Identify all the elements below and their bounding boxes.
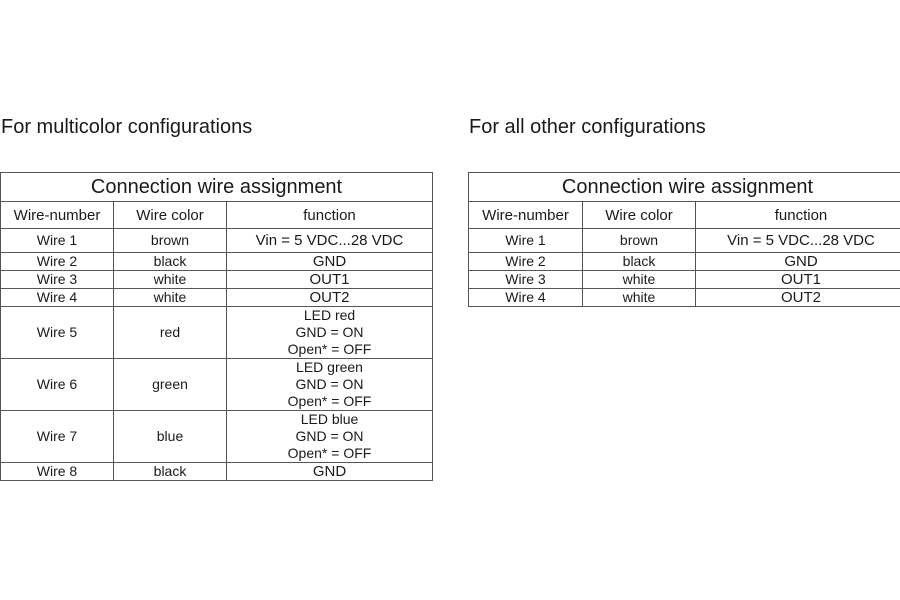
table-title: Connection wire assignment — [1, 173, 433, 202]
wire-number-cell: Wire 7 — [1, 411, 114, 463]
table-row — [1, 463, 433, 481]
function-cell — [227, 411, 433, 463]
wire-color-cell: black — [583, 253, 696, 271]
multicolor-heading: For multicolor configurations — [1, 116, 253, 138]
table-row — [1, 359, 433, 411]
other-configurations-wire-table — [468, 172, 900, 307]
function-line: Open* = OFF — [287, 341, 372, 357]
function-line: GND — [784, 253, 818, 270]
wire-number-cell: Wire 1 — [1, 229, 114, 253]
wire-number-cell: Wire 5 — [1, 307, 114, 359]
function-cell — [696, 271, 900, 289]
function-cell — [696, 229, 900, 253]
wire-number-cell: Wire 2 — [1, 253, 114, 271]
wire-color-cell: white — [114, 289, 227, 307]
table-row — [1, 253, 433, 271]
wire-number-cell: Wire 6 — [1, 359, 114, 411]
other-configurations-heading: For all other configurations — [469, 116, 706, 138]
wire-number-cell: Wire 2 — [469, 253, 583, 271]
function-line: OUT1 — [309, 271, 350, 288]
function-cell — [696, 289, 900, 307]
function-line: Open* = OFF — [287, 393, 372, 409]
table-row — [469, 289, 900, 307]
function-line: OUT1 — [781, 271, 822, 288]
table-row — [1, 411, 433, 463]
function-line: Vin = 5 VDC...28 VDC — [727, 232, 875, 249]
wire-color-cell: white — [114, 271, 227, 289]
table-body — [469, 229, 900, 307]
function-line: Vin = 5 VDC...28 VDC — [255, 232, 404, 249]
wire-number-cell: Wire 1 — [469, 229, 583, 253]
wire-number-cell: Wire 4 — [1, 289, 114, 307]
table-row — [1, 307, 433, 359]
function-line: GND = ON — [295, 428, 364, 444]
column-header-function: function — [227, 202, 433, 229]
wire-number-cell: Wire 4 — [469, 289, 583, 307]
column-header-function: function — [696, 202, 900, 229]
table-row — [1, 271, 433, 289]
wire-color-cell: white — [583, 271, 696, 289]
function-line: OUT2 — [309, 289, 350, 306]
column-header-wire-color: Wire color — [583, 202, 696, 229]
function-line: OUT2 — [781, 289, 822, 306]
table-row — [1, 229, 433, 253]
function-line: GND = ON — [295, 324, 364, 340]
wire-color-cell: blue — [114, 411, 227, 463]
function-cell — [227, 229, 433, 253]
wire-number-cell: Wire 3 — [469, 271, 583, 289]
function-line: LED green — [296, 359, 363, 375]
table-body — [1, 229, 433, 481]
function-cell — [227, 463, 433, 481]
function-cell — [227, 289, 433, 307]
function-line: GND — [312, 253, 347, 270]
function-line: Open* = OFF — [287, 445, 372, 461]
column-header-wire-number: Wire-number — [1, 202, 114, 229]
column-header-wire-number: Wire-number — [469, 202, 583, 229]
function-cell — [227, 271, 433, 289]
table-row — [469, 253, 900, 271]
wire-color-cell: red — [114, 307, 227, 359]
table-row — [1, 289, 433, 307]
function-cell — [696, 253, 900, 271]
wire-number-cell: Wire 8 — [1, 463, 114, 481]
wire-color-cell: green — [114, 359, 227, 411]
function-line: GND = ON — [295, 376, 364, 392]
function-line: GND — [312, 463, 347, 480]
wire-color-cell: brown — [583, 229, 696, 253]
function-cell — [227, 359, 433, 411]
wire-color-cell: black — [114, 253, 227, 271]
wire-number-cell: Wire 3 — [1, 271, 114, 289]
function-line: LED red — [303, 307, 356, 323]
multicolor-wire-table — [0, 172, 433, 481]
column-header-wire-color: Wire color — [114, 202, 227, 229]
wire-color-cell: brown — [114, 229, 227, 253]
wire-color-cell: black — [114, 463, 227, 481]
table-row — [469, 229, 900, 253]
function-cell — [227, 307, 433, 359]
function-cell — [227, 253, 433, 271]
function-line: LED blue — [300, 411, 359, 427]
table-title: Connection wire assignment — [469, 173, 900, 202]
wire-color-cell: white — [583, 289, 696, 307]
table-row — [469, 271, 900, 289]
